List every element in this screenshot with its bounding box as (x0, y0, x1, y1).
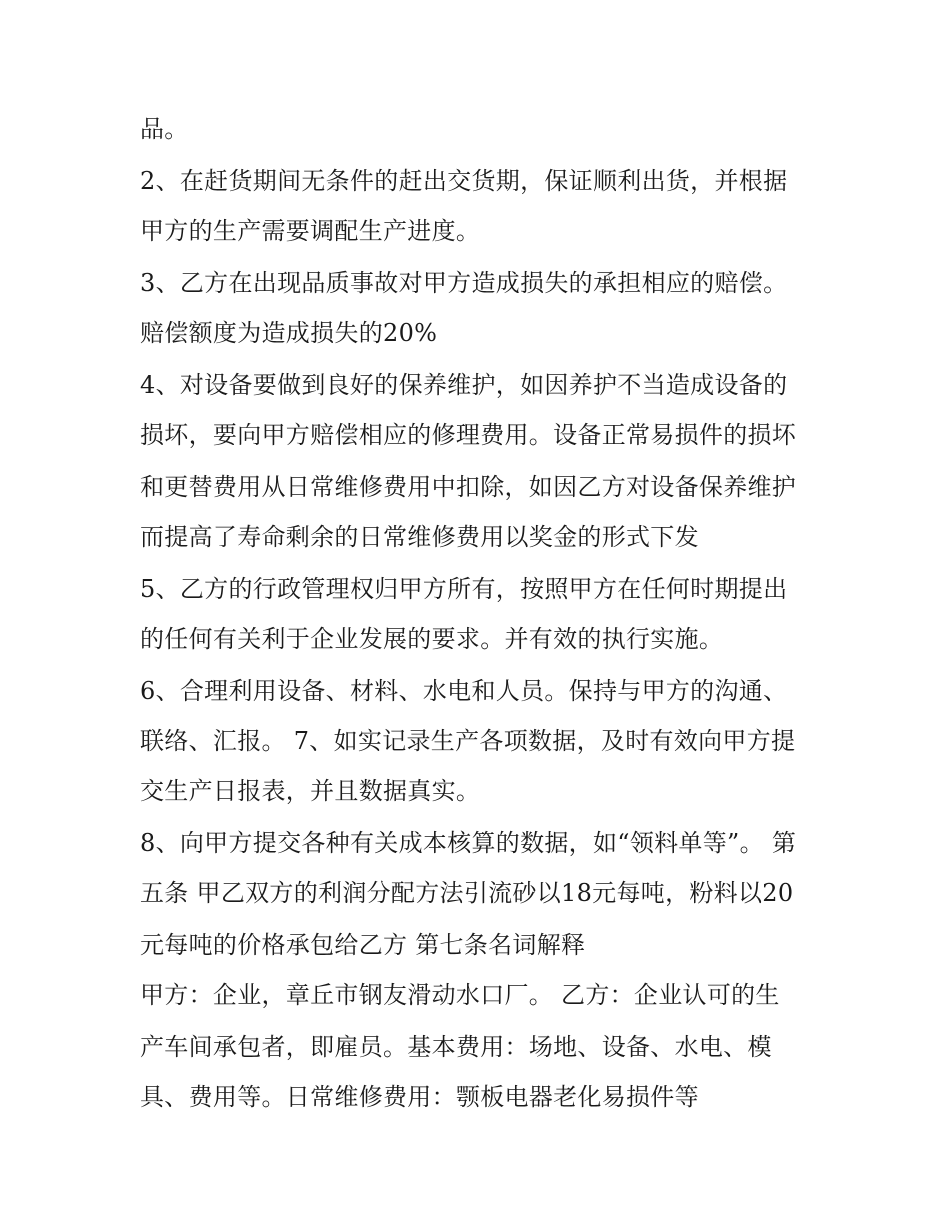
text-line: 产车间承包者，即雇员。基本费用：场地、设备、水电、模 (140, 1033, 772, 1061)
text-line: 2、在赶货期间无条件的赶出交货期，保证顺利出货，并根据 (140, 167, 788, 195)
text-line: 甲方：企业，章丘市钢友滑动水口厂。 乙方：企业认可的生 (140, 981, 780, 1009)
text-line: 而提高了寿命剩余的日常维修费用以奖金的形式下发 (140, 523, 699, 551)
text-line: 8、向甲方提交各种有关成本核算的数据，如“领料单等”。 第 (140, 829, 797, 857)
text-line: 和更替费用从日常维修费用中扣除，如因乙方对设备保养维护 (140, 473, 797, 501)
text-line: 损坏，要向甲方赔偿相应的修理费用。设备正常易损件的损坏 (140, 421, 797, 449)
text-line: 元每吨的价格承包给乙方 第七条名词解释 (140, 931, 586, 959)
text-line: 6、合理利用设备、材料、水电和人员。保持与甲方的沟通、 (140, 677, 788, 705)
text-line: 交生产日报表，并且数据真实。 (140, 777, 481, 805)
text-line: 具、费用等。日常维修费用：颚板电器老化易损件等 (140, 1083, 699, 1111)
text-line: 4、对设备要做到良好的保养维护，如因养护不当造成设备的 (140, 371, 788, 399)
text-line: 赔偿额度为造成损失的20% (140, 319, 438, 347)
text-line: 品。 (140, 115, 189, 143)
text-line: 3、乙方在出现品质事故对甲方造成损失的承担相应的赔偿。 (140, 269, 788, 297)
text-line: 联络、汇报。 7、如实记录生产各项数据，及时有效向甲方提 (140, 727, 796, 755)
text-line: 五条 甲乙双方的利润分配方法引流砂以18元每吨，粉料以20 (140, 879, 794, 907)
text-line: 5、乙方的行政管理权归甲方所有，按照甲方在任何时期提出 (140, 575, 788, 603)
text-line: 甲方的生产需要调配生产进度。 (140, 217, 481, 245)
text-line: 的任何有关利于企业发展的要求。并有效的执行实施。 (140, 625, 724, 653)
